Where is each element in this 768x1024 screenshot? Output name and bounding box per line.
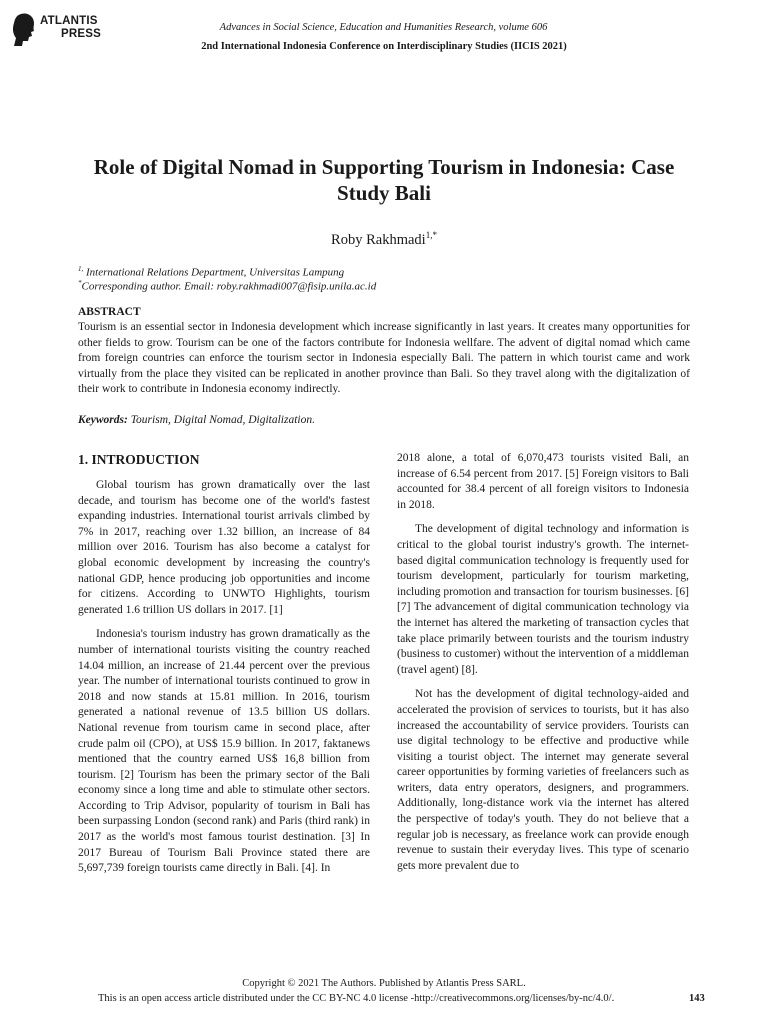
author-line xyxy=(200,226,568,249)
paragraph-4: Not has the development of digital technology-aided and accelerated the provision of services to tourists, but it has also increased the accountability of service providers. Tourists can use digital technology to be effective and productive while visiting a tourist object. The internet may generate several career opportunities by forming varieties of freelancers such as writers, data entry operators, designers, and programmers. Additionally, long-distance work via the internet has altered the perspective of today's youth. They do not believe that a regular job is necessary, as freelance work can provide enough revenue to sustain their everyday lives. This type of scenario gets more prevalent due to xyxy=(397,688,689,872)
author-name: Roby Rakhmadi xyxy=(331,231,426,248)
paragraph-2-continued: 2018 alone, a total of 6,070,473 tourists visited Bali, an increase of 6.54 percent from 2017. [5] Foreign visitors to Bali accounted for 38.4 percent of all foreign visitors to Indonesia in 2018. xyxy=(397,452,689,511)
author-superscript: 1,* xyxy=(425,230,437,240)
footer-license: This is an open access article distributed under the CC BY-NC 4.0 license -http://creativecommons.org/licenses/by-nc/4.0/. xyxy=(98,993,615,1004)
keywords-label: Keywords: xyxy=(78,414,128,426)
left-column xyxy=(78,451,370,886)
atlantis-head-icon xyxy=(12,12,38,46)
right-column xyxy=(397,451,689,883)
paragraph-3: The development of digital technology and information is critical to the global tourist industry's growth. The internet-based digital communication technology is frequently used for tourism development, particularly for tourism marketing, including promotion and transaction for tourism businesses. [6] [7] The advancement of digital communication technology via the internet has altered the marketing of transaction cycles that take place primarily between tourists and the tourism industry (business to customer) without the intervention of a middleman (travel agent) [8]. xyxy=(397,523,689,676)
journal-name: Advances in Social Science, Education and Humanities Research, volume 606 xyxy=(219,22,548,33)
page-number: 143 xyxy=(689,993,705,1004)
section-heading-introduction: 1. INTRODUCTION xyxy=(78,452,200,467)
keywords-text: Tourism, Digital Nomad, Digitalization. xyxy=(130,414,315,426)
affiliation-text: International Relations Department, Universitas Lampung xyxy=(86,266,345,279)
footer-copyright: Copyright © 2021 The Authors. Published by Atlantis Press SARL. xyxy=(242,978,526,989)
conference-name: 2nd International Indonesia Conference on Interdisciplinary Studies (IICIS 2021) xyxy=(201,41,567,52)
paper-title: Role of Digital Nomad in Supporting Tourism in Indonesia: Case Study Bali xyxy=(93,155,675,205)
affiliation-superscript: 1, xyxy=(78,265,84,273)
corresponding-superscript: * xyxy=(78,279,82,287)
logo-text-press: PRESS xyxy=(61,28,101,40)
abstract-text: Tourism is an essential sector in Indonesia development which increase significantly in last years. It creates many opportunities for other fields to grow. Tourism can be one of the factors contribute for Indonesia wellfare. The advent of digital nomad which came from foreign countries can enforce the tourism sector in Indonesia especially Bali. The pattern in which tourist came and work virtually from the place they visited can be replicated in another province than Bali. So they travel along with the digitalization of their work to contribute in Indonesia economy indirectly. xyxy=(78,321,690,396)
abstract-heading: ABSTRACT xyxy=(78,306,141,318)
paragraph-2: Indonesia's tourism industry has grown dramatically as the number of international tourists visiting the country reached 14.04 million, an increase of 21.44 percent over the previous year. The number of international tourists continued to grow in 2018 and now stands at 15.81 million. In 2016, tourism generated a national revenue of 13.5 billion US dollars. National revenue from tourism came in second place, after crude palm oil (CPO), at US$ 15.9 billion. In 2017, faktanews mentioned that the country earned US$ 16,8 billion from tourism. [2] Tourism has been the primary sector of the Bali economy since a long time and able to stimulate other sectors. According to Trip Advisor, popularity of tourism in Bali has been surpassing London (second rank) and Paris (third rank) in 2017 as the world's most famous tourist destination. [3] In 2017 Bureau of Tourism Bali Province stated there are 5,697,739 foreign tourists came directly in Bali. [4]. In xyxy=(78,628,370,875)
keywords xyxy=(78,413,315,428)
publisher-logo xyxy=(12,12,122,48)
paragraph-1: Global tourism has grown dramatically over the last decade, and tourism has become one of the world's fastest expanding industries. International tourist arrivals climbed by 7% in 2017, reaching over 1.32 billion, an increase of 84 million over 2016. Tourism has also become a catalyst for global economic development by increasing the country's national GDP, hence producing job opportunities and income for citizens. According to UNWTO Highlights, tourism generated 1.6 trillion US dollars in 2017. [1] xyxy=(78,479,370,616)
corresponding-text: Corresponding author. Email: roby.rakhmadi007@fisip.unila.ac.id xyxy=(81,280,377,293)
logo-text-atlantis: ATLANTIS xyxy=(40,15,98,27)
corresponding-author xyxy=(78,276,688,294)
